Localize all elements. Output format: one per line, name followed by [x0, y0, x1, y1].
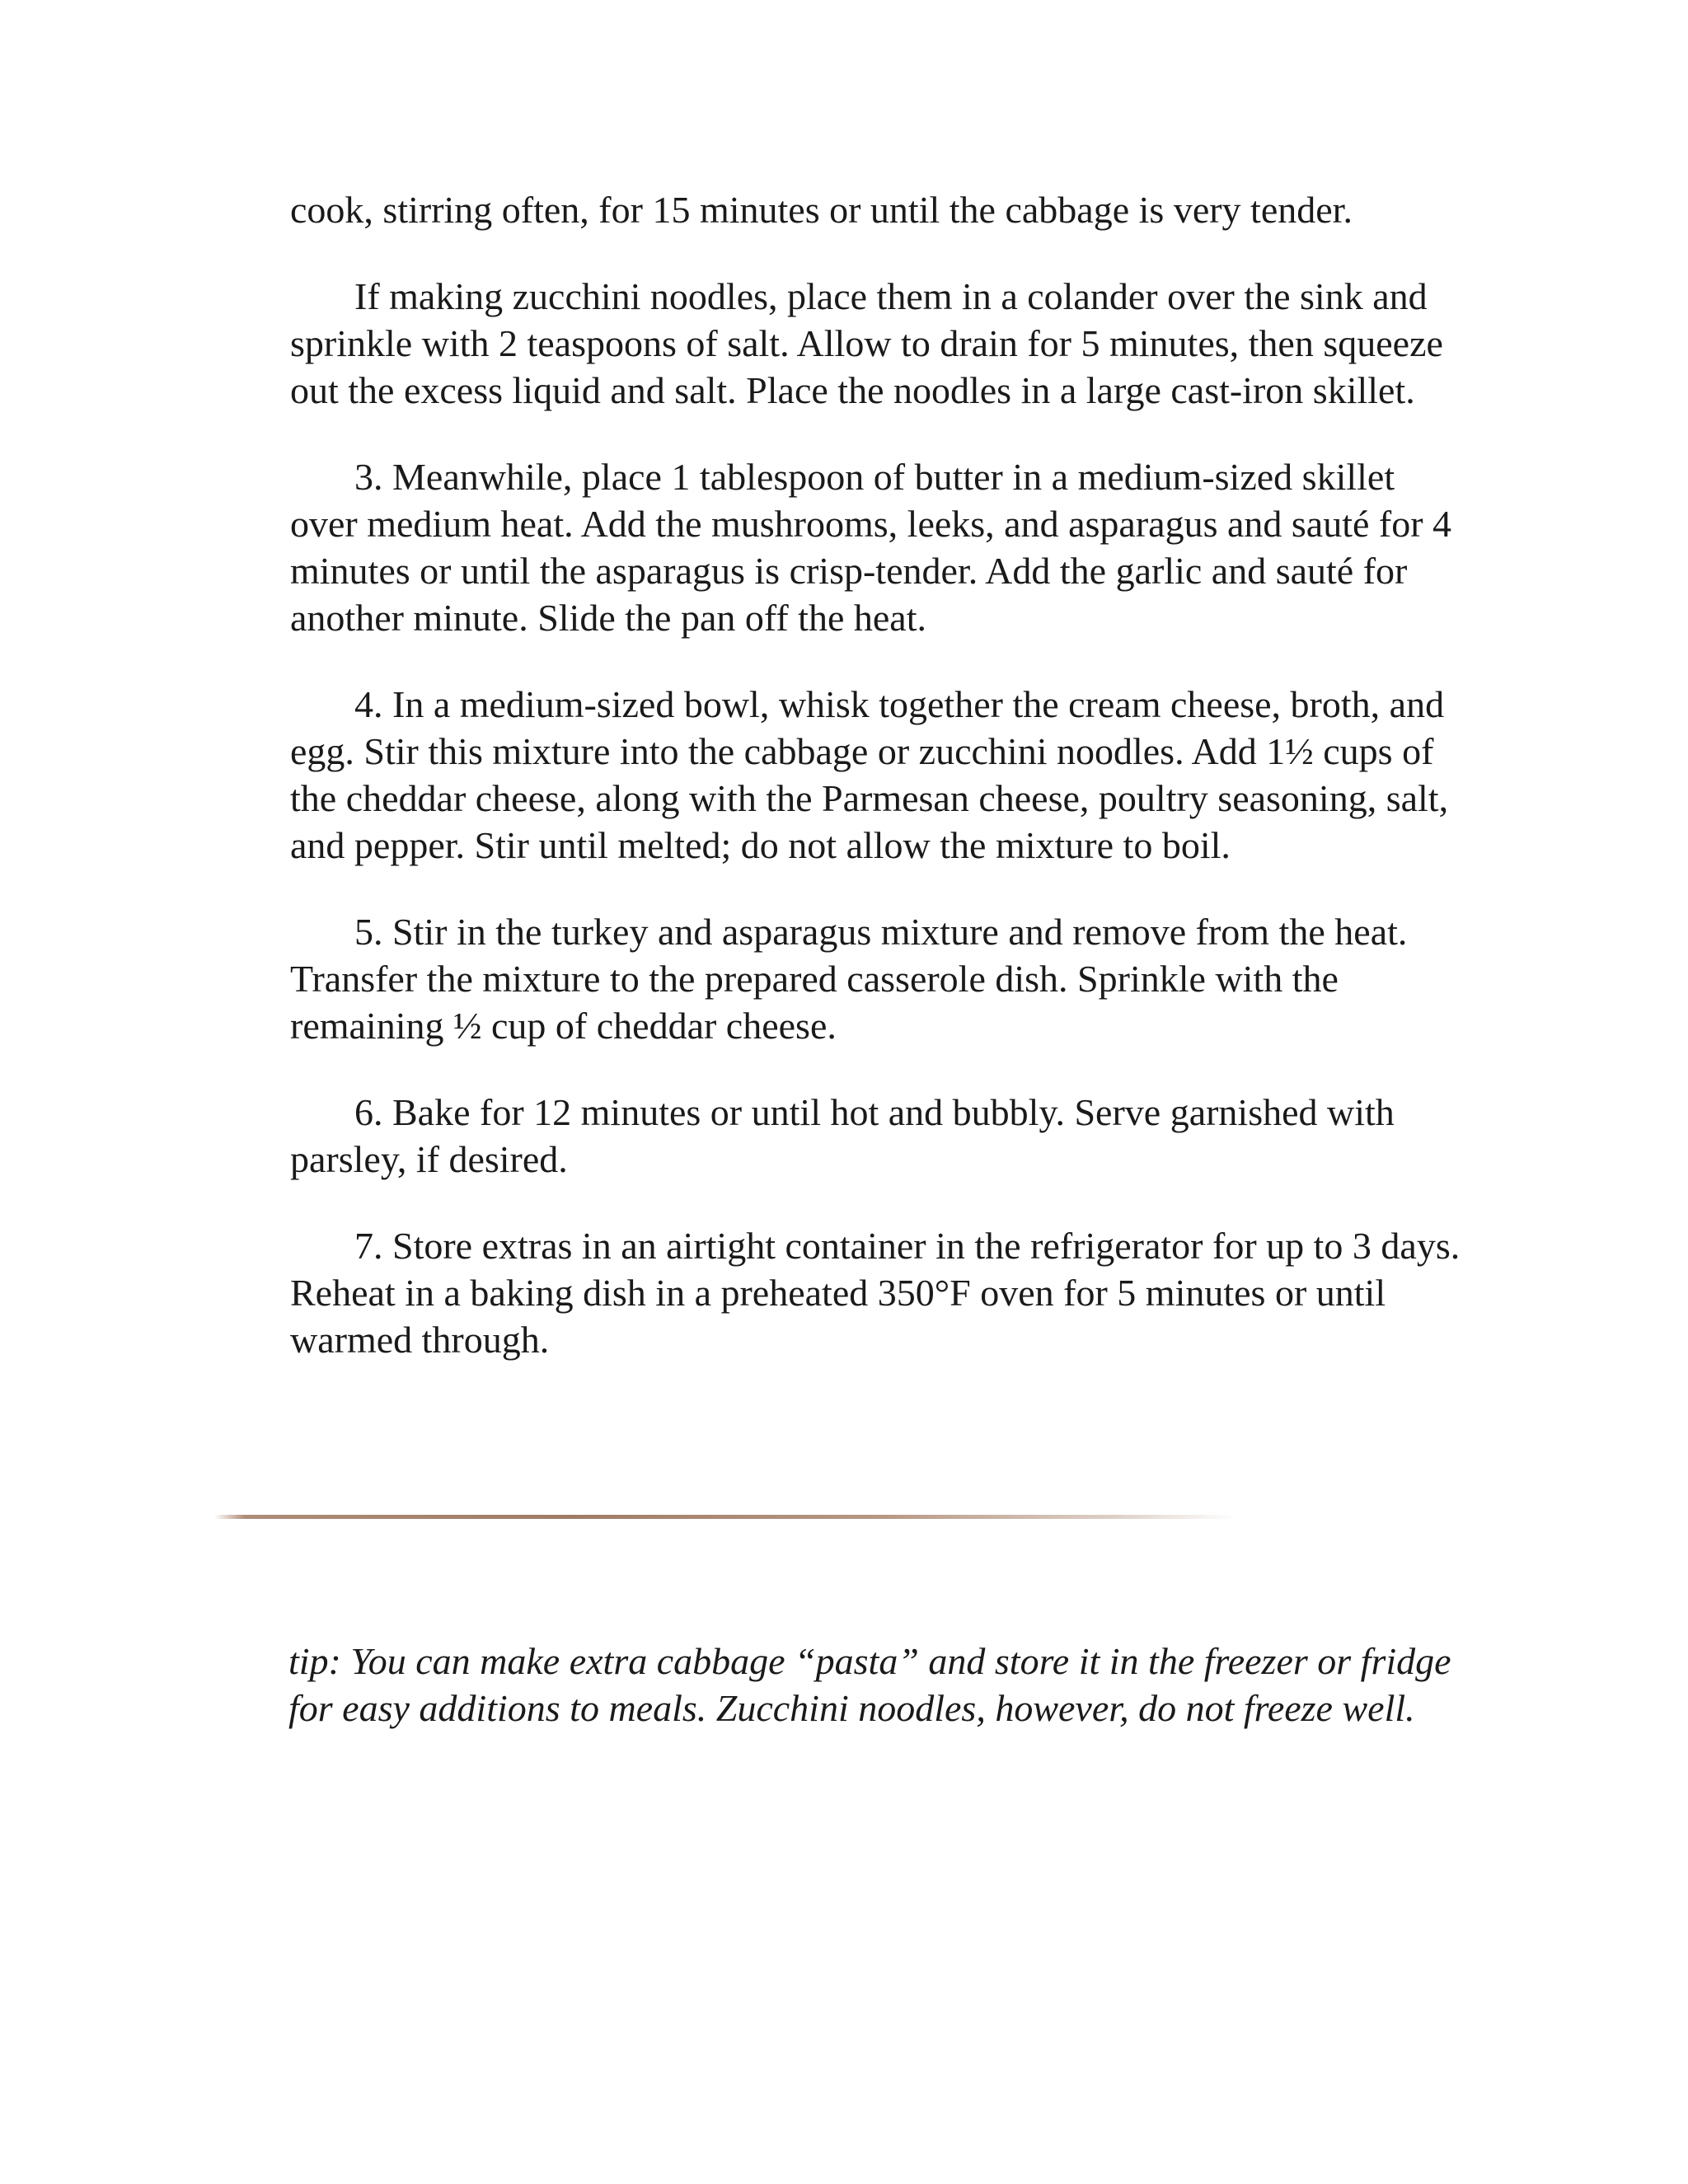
paragraph-continuation: cook, stirring often, for 15 minutes or until the cabbage is very tender. — [290, 189, 1353, 231]
step-6: 6. Bake for 12 minutes or until hot and bubbly. Serve garnished with parsley, if desired. — [290, 1091, 1395, 1180]
step-7: 7. Store extras in an airtight container in the refrigerator for up to 3 days. Reheat in a baking dish in a preheated 350°F oven for 5 minutes or until warmed through. — [290, 1225, 1461, 1361]
section-divider — [214, 1515, 1236, 1519]
recipe-instructions — [290, 186, 1461, 1403]
step-4: 4. In a medium-sized bowl, whisk together the cream cheese, broth, and egg. Stir this mixture into the cabbage or zucchini noodles. Add 1½ cups of the cheddar cheese, along with the Parmesan cheese, poultry seasoning, salt, and pepper. Stir until melted; do not allow the mixture to boil. — [290, 683, 1449, 866]
step-5: 5. Stir in the turkey and asparagus mixture and remove from the heat. Transfer the mixture to the prepared casserole dish. Sprinkle with the remaining ½ cup of cheddar cheese. — [290, 911, 1408, 1047]
tip-note: tip: You can make extra cabbage “pasta” and store it in the freezer or fridge for easy additions to meals. Zucchini noodles, however, do not freeze well. — [288, 1640, 1451, 1729]
paragraph-zucchini-noodles: If making zucchini noodles, place them in a colander over the sink and sprinkle with 2 teaspoons of salt. Allow to drain for 5 minutes, then squeeze out the excess liquid and salt. Place the noodles in a large cast-iron skillet. — [290, 275, 1443, 411]
step-3: 3. Meanwhile, place 1 tablespoon of butter in a medium-sized skillet over medium heat. Add the mushrooms, leeks, and asparagus and sauté for 4 minutes or until the asparagus is crisp-tender. Add the garlic and sauté for another minute. Slide the pan off the heat. — [290, 456, 1452, 639]
